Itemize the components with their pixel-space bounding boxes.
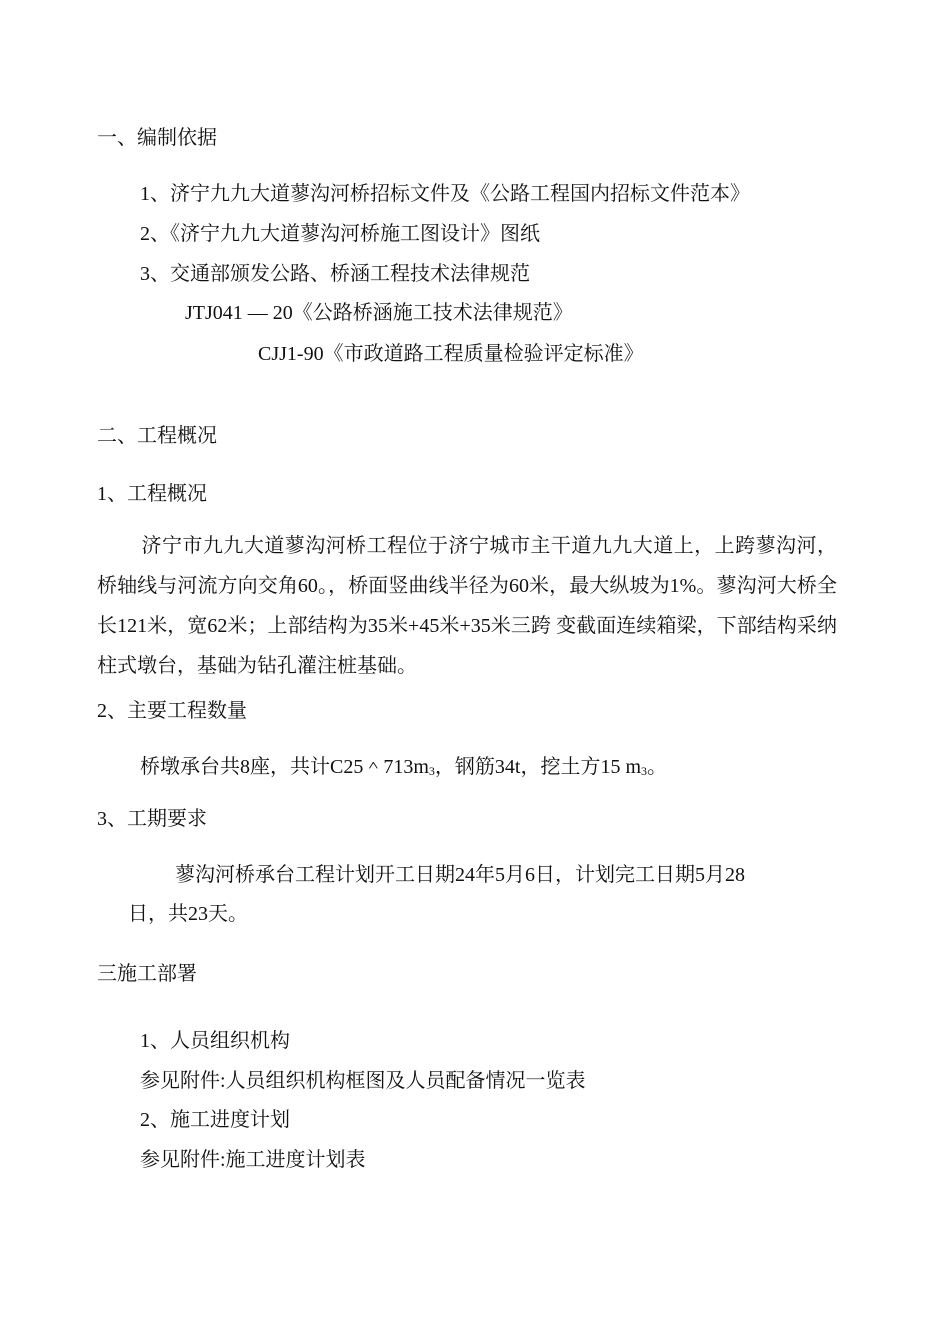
schedule-line-2: 日，共23天。 [128,903,248,925]
cubic-superscript-1: 3 [428,764,435,778]
deployment-item-2: 参见附件:人员组织机构框图及人员配备情况一览表 [140,1070,586,1092]
schedule-heading: 3、工期要求 [97,808,207,830]
quantities-text-1: 桥墩承台共8座，共计C25＾713m [140,756,429,778]
overview-body: 济宁市九九大道蓼沟河桥工程位于济宁城市主干道九九大道上，上跨蓼沟河，桥轴线与河流方向交角60。，桥面竖曲线半径为60米，最大纵坡为1%。蓼沟河大桥全长121米，宽62米；上部结构为35米+45米+35米三跨 变截面连续箱梁，下部结构采纳柱式墩台，基础为钻孔灌注桩基础。 [97,535,837,677]
schedule-line-1: 蓼沟河桥承台工程计划开工日期24年5月6日，计划完工日期5月28 [175,864,745,886]
section-3-heading: 三施工部署 [97,963,197,985]
standard-jtj041: JTJ041 — 20《公路桥涵施工技术法律规范》 [185,302,573,324]
cubic-superscript-2: 3 [641,764,648,778]
quantities-text-3: 。 [647,756,668,778]
quantities-body [140,753,667,785]
standard-cjj1-90: CJJ1-90《市政道路工程质量检验评定标准》 [258,343,644,365]
basis-item-2: 2、《济宁九九大道蓼沟河桥施工图设计》图纸 [140,223,540,245]
section-2-heading: 二、工程概况 [97,425,217,447]
deployment-item-1: 1、人员组织机构 [140,1030,290,1052]
quantities-text-2: ，钢筋34t，挖土方15 m [434,756,642,778]
deployment-item-4: 参见附件:施工进度计划表 [140,1149,366,1171]
basis-item-3: 3、交通部颁发公路、桥涵工程技术法律规范 [140,263,530,285]
section-1-heading: 一、编制依据 [97,127,217,149]
quantities-heading: 2、主要工程数量 [97,700,247,722]
overview-paragraph [97,526,837,686]
basis-item-1: 1、济宁九九大道蓼沟河桥招标文件及《公路工程国内招标文件范本》 [140,183,750,205]
overview-heading: 1、工程概况 [97,483,207,505]
deployment-item-3: 2、施工进度计划 [140,1109,290,1131]
